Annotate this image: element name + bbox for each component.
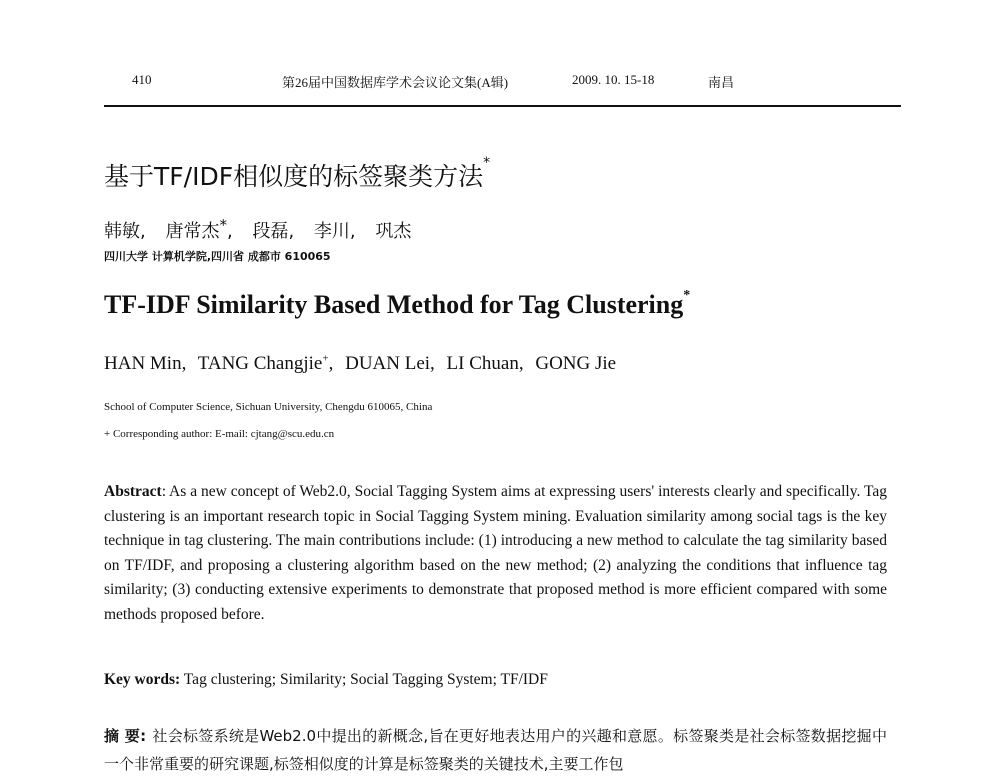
chinese-abstract-text: 社会标签系统是Web2.0中提出的新概念,旨在更好地表达用户的兴趣和意愿。标签聚类是社会标签数据挖掘中一个非常重要的研究课题,标签相似度的计算是标签聚类的关键技术,主要工作包 <box>104 727 887 773</box>
english-author: DUAN Lei, <box>345 353 435 375</box>
chinese-author: 巩杰 <box>375 221 412 242</box>
conference-name: 第26届中国数据库学术会议论文集(A辑) <box>282 75 509 90</box>
english-author: LI Chuan, <box>446 353 524 375</box>
corresponding-author: + Corresponding author: E-mail: cjtang@scu.edu.cn <box>104 428 335 440</box>
english-title-text: TF-IDF Similarity Based Method for Tag Clustering <box>104 290 684 319</box>
chinese-abstract-label: 摘 要: <box>104 727 147 745</box>
english-author: GONG Jie <box>535 353 617 375</box>
chinese-abstract-paragraph <box>104 722 887 778</box>
chinese-affiliation: 四川大学 计算机学院,四川省 成都市 610065 <box>104 250 331 263</box>
abstract-label: Abstract <box>104 483 162 500</box>
title-footnote-marker: * <box>483 155 491 171</box>
chinese-author: 唐常杰*, <box>165 216 233 242</box>
english-title-footnote-marker: * <box>683 288 691 303</box>
english-authors <box>104 353 623 375</box>
chinese-author: 段磊, <box>252 221 295 242</box>
chinese-author: 韩敏, <box>104 221 146 242</box>
chinese-title <box>104 157 490 193</box>
conference-city: 南昌 <box>708 75 735 90</box>
english-author: HAN Min, <box>104 353 187 375</box>
chinese-authors <box>104 216 425 243</box>
keywords-label: Key words: <box>104 671 181 688</box>
chinese-author: 李川, <box>313 221 356 242</box>
keywords-text: Tag clustering; Similarity; Social Tagging System; TF/IDF <box>180 671 548 688</box>
conference-date: 2009. 10. 15-18 <box>572 72 655 87</box>
keywords-line <box>104 671 548 689</box>
abstract-paragraph <box>104 480 887 628</box>
running-header <box>104 72 900 92</box>
english-author: TANG Changjie+, <box>197 353 334 375</box>
abstract-text: : As a new concept of Web2.0, Social Tagging System aims at expressing users' interests clearly and specifically. Tag clustering is an important research topic in Social Tagging System mining. Evaluation similarity among social tags is the key technique in tag clustering. The main contributions include: (1) introducing a new method to calculate the tag similarity based on TF/IDF, and proposing a clustering algorithm based on the new method; (2) analyzing the conditions that influence tag similarity; (3) conducting extensive experiments to demonstrate that proposed method is more efficient compared with some methods proposed before. <box>104 483 887 623</box>
header-rule <box>104 105 901 107</box>
page-number: 410 <box>132 72 152 87</box>
english-title <box>104 290 690 320</box>
chinese-title-text: 基于TF/IDF相似度的标签聚类方法 <box>104 162 484 191</box>
english-affiliation: School of Computer Science, Sichuan University, Chengdu 610065, China <box>104 401 433 413</box>
